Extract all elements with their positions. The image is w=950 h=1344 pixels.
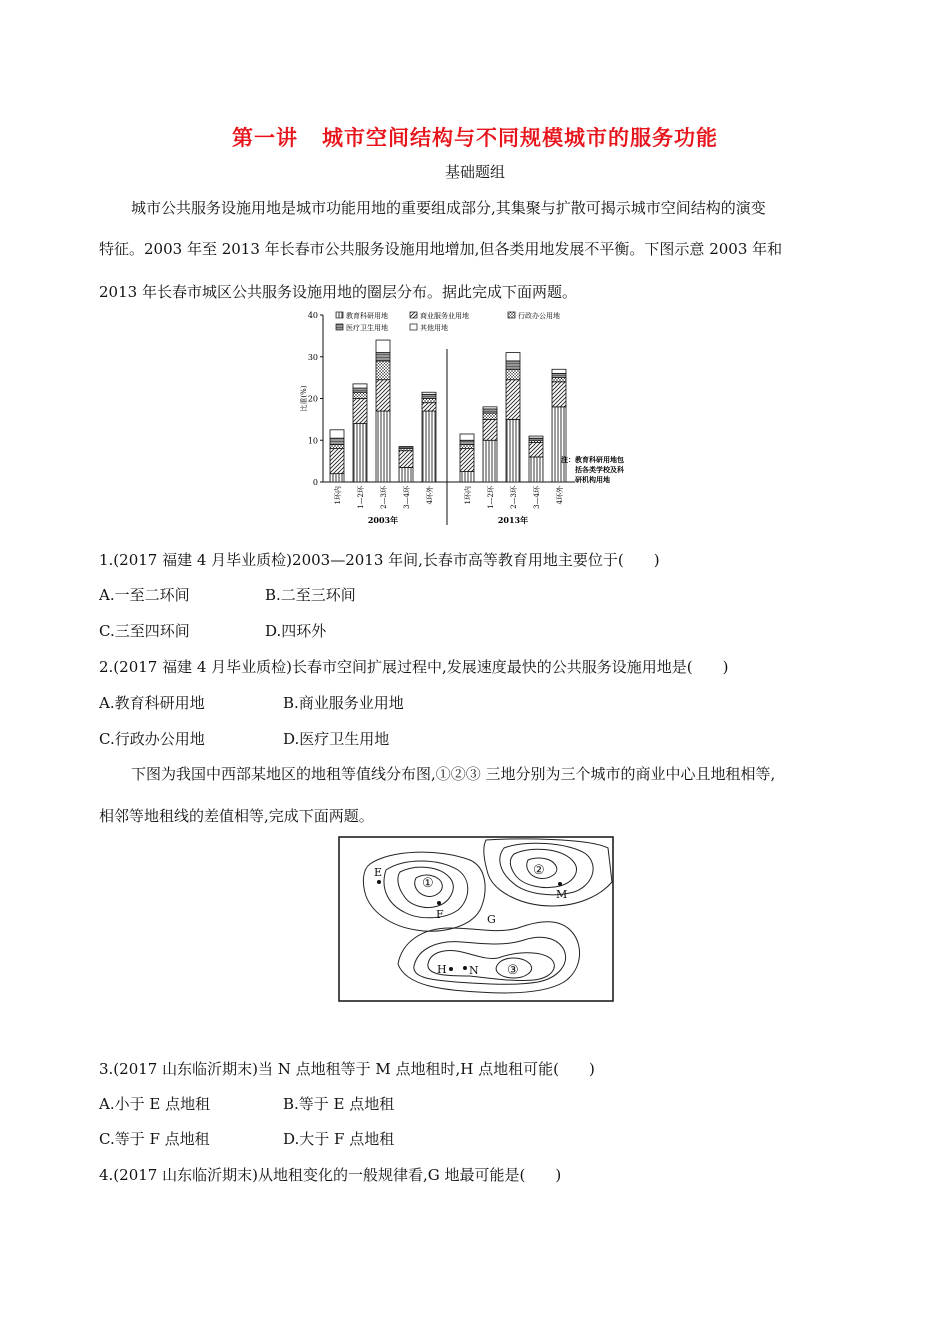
bar-segment <box>506 353 520 361</box>
bar-segment <box>422 411 436 482</box>
bar-segment <box>506 380 520 420</box>
map-label-2: ② <box>533 863 545 878</box>
bar-segment <box>552 373 566 377</box>
legend-swatch <box>410 312 417 318</box>
bar-segment <box>376 353 390 361</box>
intro2-line-2: 相邻等地租线的差值相等,完成下面两题。 <box>99 807 374 825</box>
bar-segment <box>353 388 367 392</box>
map-label-F: F <box>436 908 444 921</box>
point-H-dot <box>449 967 453 971</box>
q3-option-b[interactable]: B.等于 E 点地租 <box>283 1095 395 1113</box>
legend-label: 行政办公用地 <box>518 312 560 320</box>
point-N-dot <box>463 966 467 970</box>
x-tick-label: 2—3环 <box>380 486 388 509</box>
q3-stem: 3.(2017 山东临沂期末)当 N 点地租等于 M 点地租时,H 点地租可能( ) <box>99 1060 595 1078</box>
bar-segment <box>330 444 344 448</box>
map-label-1: ① <box>422 876 434 891</box>
x-tick-label: 1—2环 <box>487 486 495 509</box>
bar-segment <box>460 449 474 472</box>
bar-segment <box>460 444 474 448</box>
bar-segment <box>552 378 566 382</box>
y-tick-label: 0 <box>312 478 318 487</box>
intro-line-3: 2013 年长春市城区公共服务设施用地的圈层分布。据此完成下面两题。 <box>99 283 577 301</box>
bar-segment <box>483 419 497 440</box>
group-label: 2003年 <box>367 515 399 525</box>
intro2-line-1: 下图为我国中西部某地区的地租等值线分布图,①②③ 三地分别为三个城市的商业中心且地租相等, <box>131 765 776 783</box>
q3-option-c[interactable]: C.等于 F 点地租 <box>99 1130 210 1148</box>
q1-option-d[interactable]: D.四环外 <box>265 622 327 640</box>
group-label: 2013年 <box>497 515 529 525</box>
bar-segment <box>353 384 367 388</box>
map-label-M: M <box>556 888 568 901</box>
intro-line-1: 城市公共服务设施用地是城市功能用地的重要组成部分,其集聚与扩散可揭示城市空间结构的演变 <box>131 199 766 217</box>
x-tick-label: 3—4环 <box>533 486 541 509</box>
y-tick-label: 30 <box>307 352 318 362</box>
legend-label: 医疗卫生用地 <box>346 324 388 332</box>
q2-stem: 2.(2017 福建 4 月毕业质检)长春市空间扩展过程中,发展速度最快的公共服务设施用地是( ) <box>99 658 729 676</box>
legend-swatch <box>336 312 343 318</box>
x-tick-label: 2—3环 <box>510 486 518 509</box>
x-tick-label: 4环外 <box>556 486 564 505</box>
legend-swatch <box>336 324 343 330</box>
bar-segment <box>506 369 520 379</box>
x-tick-label: 1环内 <box>464 486 472 505</box>
bar-segment <box>399 467 413 482</box>
map-label-G: G <box>487 913 496 926</box>
bar-segment <box>353 392 367 398</box>
bar-segment <box>529 442 543 457</box>
bar-segment <box>399 447 413 449</box>
q1-option-a[interactable]: A.一至二环间 <box>99 586 190 604</box>
bar-segment <box>422 403 436 411</box>
bar-segment <box>552 369 566 373</box>
q1-stem: 1.(2017 福建 4 月毕业质检)2003—2013 年间,长春市高等教育用地主要位于( ) <box>99 551 660 569</box>
bar-segment <box>460 472 474 482</box>
bar-segment <box>460 434 474 440</box>
x-tick-label: 4环外 <box>426 486 434 505</box>
map-label-E: E <box>374 866 383 879</box>
bar-segment <box>506 419 520 482</box>
q2-option-c[interactable]: C.行政办公用地 <box>99 730 205 748</box>
bar-segment <box>529 436 543 438</box>
legend-label: 教育科研用地 <box>346 312 388 320</box>
bar-segment <box>460 440 474 444</box>
chart-note: 括各类学校及科 <box>575 465 624 474</box>
bar-segment <box>330 474 344 482</box>
legend-label: 商业服务业用地 <box>420 312 469 320</box>
page-title <box>0 122 950 152</box>
x-tick-label: 1—2环 <box>357 486 365 509</box>
bar-segment <box>330 438 344 444</box>
bar-segment <box>483 409 497 413</box>
map-label-N: N <box>469 964 479 977</box>
bar-segment <box>399 451 413 468</box>
bar-segment <box>483 407 497 409</box>
legend-label: 其他用地 <box>420 324 448 332</box>
bar-segment <box>422 392 436 394</box>
bar-segment <box>483 440 497 482</box>
bar-segment <box>376 340 390 353</box>
title-part-2: 城市空间结构与不同规模城市的服务功能 <box>322 126 718 150</box>
bar-segment <box>529 457 543 482</box>
bar-segment <box>376 380 390 411</box>
q2-option-d[interactable]: D.医疗卫生用地 <box>283 730 390 748</box>
section-subtitle: 基础题组 <box>444 163 505 181</box>
bar-segment <box>552 382 566 407</box>
q3-option-d[interactable]: D.大于 F 点地租 <box>283 1130 395 1148</box>
x-tick-label: 3—4环 <box>403 486 411 509</box>
q3-option-a[interactable]: A.小于 E 点地租 <box>99 1095 211 1113</box>
land-rent-contour-map <box>338 836 614 1002</box>
bar-segment <box>483 413 497 419</box>
bar-segment <box>353 424 367 482</box>
point-M-dot <box>558 882 562 886</box>
q1-option-c[interactable]: C.三至四环间 <box>99 622 190 640</box>
bar-segment <box>506 361 520 369</box>
bar-segment <box>353 399 367 424</box>
legend-swatch <box>508 312 515 318</box>
chart-note: 研机构用地 <box>575 475 610 484</box>
bar-segment <box>552 407 566 482</box>
q4-stem: 4.(2017 山东临沂期末)从地租变化的一般规律看,G 地最可能是( ) <box>99 1166 562 1184</box>
map-label-3: ③ <box>507 963 519 978</box>
q1-option-b[interactable]: B.二至三环间 <box>265 586 356 604</box>
bar-segment <box>422 399 436 403</box>
y-tick-label: 20 <box>307 394 318 404</box>
land-use-chart <box>290 305 660 530</box>
y-tick-label: 10 <box>307 436 318 446</box>
bar-segment <box>376 361 390 380</box>
bar-segment <box>330 430 344 438</box>
q2-option-a[interactable]: A.教育科研用地 <box>99 694 205 712</box>
bar-segment <box>330 449 344 474</box>
map-label-H: H <box>437 963 447 976</box>
intro-line-2: 特征。2003 年至 2013 年长春市公共服务设施用地增加,但各类用地发展不平衡。下图示意 2003 年和 <box>99 240 783 258</box>
legend-swatch <box>410 324 417 330</box>
q2-option-b[interactable]: B.商业服务业用地 <box>283 694 404 712</box>
title-part-1: 第一讲 <box>232 126 298 150</box>
point-F-dot <box>437 901 441 905</box>
y-tick-label: 40 <box>307 311 318 320</box>
bar-segment <box>376 411 390 482</box>
y-axis-label: 比重(%) <box>300 385 308 412</box>
point-E-dot <box>377 880 381 884</box>
bar-segment <box>422 394 436 398</box>
chart-note: 注：教育科研用地包 <box>561 455 624 464</box>
x-tick-label: 1环内 <box>334 486 342 505</box>
